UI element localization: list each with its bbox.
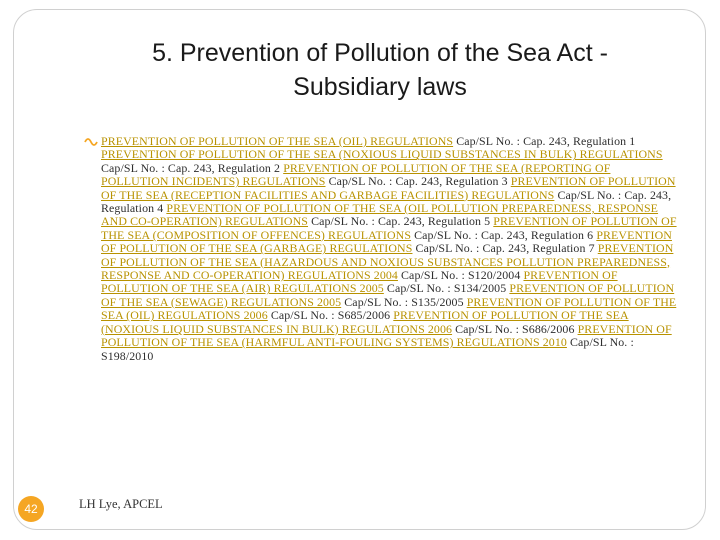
cap-number-3: Cap/SL No. : Cap. 243, Regulation 3 — [328, 174, 508, 189]
cap-number-12: Cap/SL No. : S686/2006 — [455, 321, 575, 336]
regulation-link-2[interactable]: PREVENTION OF POLLUTION OF THE SEA (NOXIOUS LIQUID SUBSTANCES IN BULK) REGULATIONS — [101, 147, 663, 162]
cap-number-8: Cap/SL No. : S120/2004 — [401, 268, 521, 283]
wave-bullet-icon — [84, 136, 98, 148]
cap-number-9: Cap/SL No. : S134/2005 — [386, 281, 507, 296]
regulation-link-8[interactable]: PREVENTION OF POLLUTION OF THE SEA (HAZARDOUS AND NOXIOUS SUBSTANCES POLLUTION PREPAREDNESS, RESPONSE AND CO-OPERATION) REGULATIONS 2004 — [101, 241, 674, 283]
regulation-link-11[interactable]: PREVENTION OF POLLUTION OF THE SEA (OIL) REGULATIONS 2006 — [101, 294, 677, 323]
title-line-1: 5. Prevention of Pollution of the Sea Act - — [152, 39, 608, 67]
cap-number-11: Cap/SL No. : S685/2006 — [270, 308, 391, 323]
regulation-link-4[interactable]: PREVENTION OF POLLUTION OF THE SEA (RECEPTION FACILITIES AND GARBAGE FACILITIES) REGULATIONS — [101, 174, 676, 202]
regulation-link-12[interactable]: PREVENTION OF POLLUTION OF THE SEA (NOXIOUS LIQUID SUBSTANCES IN BULK) REGULATIONS 2006 — [101, 308, 629, 336]
slide-number: 42 — [24, 502, 38, 516]
regulation-link-10[interactable]: PREVENTION OF POLLUTION OF THE SEA (SEWAGE) REGULATIONS 2005 — [101, 281, 675, 309]
cap-number-7: Cap/SL No. : Cap. 243, Regulation 7 — [415, 241, 595, 256]
footer-author: LH Lye, APCEL — [79, 497, 163, 511]
cap-number-6: Cap/SL No. : Cap. 243, Regulation 6 — [414, 227, 594, 242]
regulation-link-1[interactable]: PREVENTION OF POLLUTION OF THE SEA (OIL) REGULATIONS — [101, 134, 454, 148]
regulation-link-6[interactable]: PREVENTION OF POLLUTION OF THE SEA (COMPOSITION OF OFFENCES) REGULATIONS — [101, 214, 677, 242]
regulation-link-7[interactable]: PREVENTION OF POLLUTION OF THE SEA (GARBAGE) REGULATIONS — [101, 227, 672, 256]
cap-number-4: Cap/SL No. : Cap. 243, Regulation 4 — [101, 187, 672, 216]
cap-number-13: Cap/SL No. : S198/2010 — [101, 335, 634, 363]
regulations-list — [101, 135, 681, 363]
cap-number-5: Cap/SL No. : Cap. 243, Regulation 5 — [311, 214, 491, 229]
regulation-link-5[interactable]: PREVENTION OF POLLUTION OF THE SEA (OIL POLLUTION PREPAREDNESS, RESPONSE AND CO-OPERATION) REGULATIONS — [101, 201, 659, 229]
regulation-link-13[interactable]: PREVENTION OF POLLUTION OF THE SEA (HARMFUL ANTI-FOULING SYSTEMS) REGULATIONS 2010 — [101, 321, 672, 350]
regulation-link-3[interactable]: PREVENTION OF POLLUTION OF THE SEA (REPORTING OF POLLUTION INCIDENTS) REGULATIONS — [101, 160, 611, 189]
cap-number-10: Cap/SL No. : S135/2005 — [344, 294, 464, 309]
title-line-2: Subsidiary laws — [293, 73, 467, 101]
regulation-link-9[interactable]: PREVENTION OF POLLUTION OF THE SEA (AIR) REGULATIONS 2005 — [101, 268, 618, 296]
slide-title — [60, 36, 700, 104]
cap-number-1: Cap/SL No. : Cap. 243, Regulation 1 — [456, 134, 636, 148]
cap-number-2: Cap/SL No. : Cap. 243, Regulation 2 — [101, 160, 281, 175]
